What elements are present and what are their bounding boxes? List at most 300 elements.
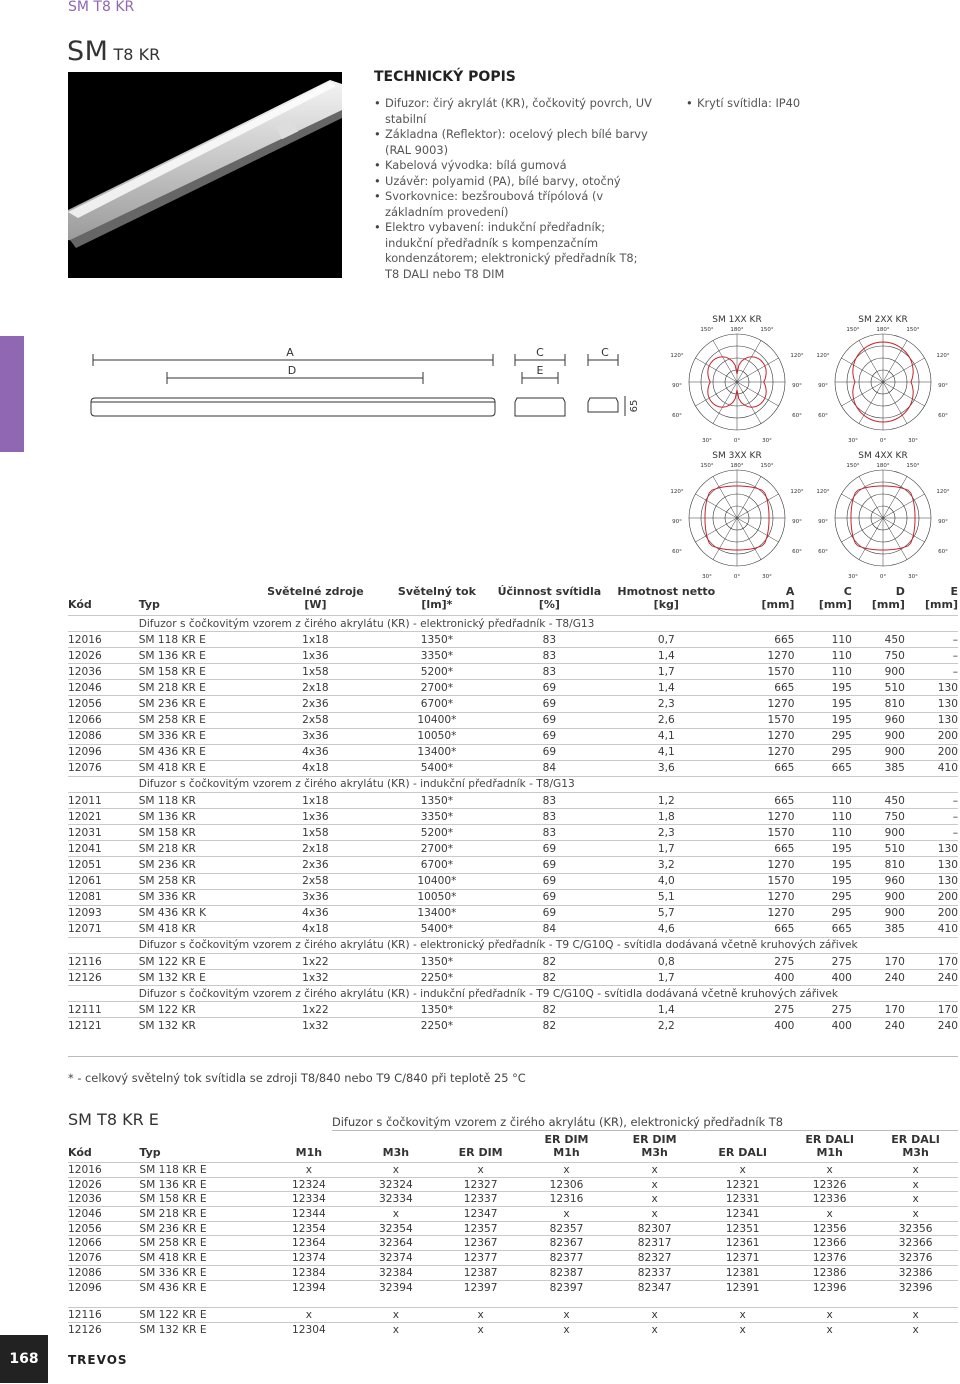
- table-cell: 5400*: [382, 760, 492, 776]
- variant-col: [264, 1133, 353, 1163]
- side-tab: [0, 336, 24, 452]
- variant-cell: x: [523, 1322, 610, 1337]
- col-tok-unit: [lm]*: [421, 598, 453, 611]
- variant-rule: [332, 1130, 958, 1131]
- table-cell: 4,6: [607, 921, 726, 937]
- variant-row: [68, 1265, 958, 1280]
- polar-spoke: [883, 476, 907, 518]
- table-cell: 130: [905, 712, 958, 728]
- table-cell: 130: [905, 873, 958, 889]
- variant-cell: SM 236 KR E: [139, 1221, 264, 1236]
- table-cell: SM 132 KR E: [139, 970, 249, 986]
- table-cell: 10050*: [382, 728, 492, 744]
- variant-col-label: ER DALI: [718, 1146, 767, 1159]
- col-d: [852, 585, 905, 616]
- table-cell: 12126: [68, 970, 139, 986]
- polar-label: 30°: [908, 574, 918, 578]
- variant-cell: SM 132 KR E: [139, 1322, 264, 1337]
- dim-c2: C: [601, 346, 609, 359]
- variant-cell: 12377: [438, 1251, 523, 1266]
- table-cell: 12016: [68, 632, 139, 648]
- table-row: [68, 889, 958, 905]
- polar-label: 90°: [672, 383, 682, 389]
- table-cell: 69: [492, 873, 607, 889]
- feature-item: • Kabelová vývodka: bílá gumová: [374, 158, 654, 174]
- title-sub: T8 KR: [113, 45, 161, 64]
- variant-cell: 32386: [873, 1265, 958, 1280]
- table-cell: 170: [905, 953, 958, 969]
- polar-label: 0°: [879, 438, 887, 444]
- table-cell: 410: [905, 921, 958, 937]
- table-cell: SM 436 KR E: [139, 744, 249, 760]
- table-cell: 2250*: [382, 1018, 492, 1034]
- variant-col-label: M3h: [382, 1146, 410, 1159]
- table-cell: 195: [794, 680, 851, 696]
- polar-label: 30°: [848, 438, 858, 444]
- table-cell: 2x58: [249, 712, 382, 728]
- polar-spoke: [713, 518, 737, 560]
- table-cell: SM 136 KR: [139, 809, 249, 825]
- variant-cell: 12387: [438, 1265, 523, 1280]
- polar-label: 0°: [879, 574, 887, 578]
- table-cell: 83: [492, 648, 607, 664]
- table-cell: 0,7: [607, 632, 726, 648]
- table-cell: 82: [492, 970, 607, 986]
- polar-spoke: [883, 340, 907, 382]
- feature-list-2: [686, 96, 800, 112]
- table-cell: 12051: [68, 857, 139, 873]
- polar-spoke: [737, 340, 761, 382]
- table-cell: 110: [794, 793, 851, 809]
- table-cell: SM 158 KR E: [139, 664, 249, 680]
- polar-label: 60°: [792, 413, 802, 419]
- table-cell: 69: [492, 712, 607, 728]
- variant-col-label: ER DIM: [458, 1146, 503, 1159]
- table-row: [68, 696, 958, 712]
- variant-cell: 12394: [264, 1280, 353, 1295]
- table-row: [68, 970, 958, 986]
- polar-label: 30°: [848, 574, 858, 578]
- table-cell: 410: [905, 760, 958, 776]
- table-cell: 665: [794, 921, 851, 937]
- variant-col-label: ER DALI: [805, 1133, 854, 1146]
- table-cell: 69: [492, 841, 607, 857]
- variant-cell: 12116: [68, 1308, 139, 1323]
- table-cell: 110: [794, 664, 851, 680]
- table-cell: 2,2: [607, 1018, 726, 1034]
- variant-cell: 12351: [699, 1221, 786, 1236]
- group-spacer: [68, 937, 139, 953]
- technical-heading: TECHNICKÝ POPIS: [374, 69, 516, 85]
- table-row: [68, 760, 958, 776]
- polar-title: SM 4XX KR: [858, 451, 908, 461]
- table-cell: 900: [852, 825, 905, 841]
- variant-cell: 12336: [786, 1192, 873, 1207]
- variant-cell: 32394: [354, 1280, 439, 1295]
- variant-title: SM T8 KR E: [68, 1110, 159, 1129]
- col-zdroje-label: Světelné zdroje: [267, 585, 364, 598]
- table-cell: 2,3: [607, 696, 726, 712]
- polar-label: 120°: [790, 489, 804, 495]
- variant-description: Difuzor s čočkovitým vzorem z čirého akrylátu (KR), elektronický předřadník T8: [332, 1115, 783, 1129]
- polar-label: 60°: [792, 549, 802, 555]
- table-cell: 900: [852, 664, 905, 680]
- table-cell: 69: [492, 857, 607, 873]
- variant-cell: x: [438, 1163, 523, 1178]
- feature-item: • Uzávěr: polyamid (PA), bílé barvy, otočný: [374, 174, 654, 190]
- variant-col: [610, 1133, 699, 1163]
- polar-spoke: [695, 382, 737, 406]
- table-cell: 195: [794, 857, 851, 873]
- table-row: [68, 632, 958, 648]
- polar-label: 180°: [730, 327, 744, 333]
- polar-spoke: [859, 382, 883, 424]
- polar-spoke: [841, 518, 883, 542]
- table-row: [68, 680, 958, 696]
- variant-gap-cell: [68, 1295, 958, 1308]
- table-cell: 200: [905, 728, 958, 744]
- variant-cell: 12321: [699, 1177, 786, 1192]
- table-cell: 4x36: [249, 744, 382, 760]
- variant-cell: x: [354, 1308, 439, 1323]
- variant-cell: x: [438, 1322, 523, 1337]
- table-row: [68, 809, 958, 825]
- variant-cell: x: [786, 1163, 873, 1178]
- table-cell: 200: [905, 889, 958, 905]
- table-cell: SM 336 KR E: [139, 728, 249, 744]
- group-spacer: [68, 616, 139, 632]
- polar-label: 90°: [938, 383, 948, 389]
- table-cell: 4x18: [249, 760, 382, 776]
- col-c-unit: [mm]: [818, 598, 852, 611]
- dim-a: A: [286, 346, 294, 359]
- table-cell: 2x58: [249, 873, 382, 889]
- table-cell: 1x22: [249, 1002, 382, 1018]
- col-e: [905, 585, 958, 616]
- table-cell: 1,4: [607, 1002, 726, 1018]
- table-cell: SM 418 KR E: [139, 760, 249, 776]
- table-cell: 2700*: [382, 680, 492, 696]
- variant-col: [438, 1133, 523, 1163]
- table-cell: 12031: [68, 825, 139, 841]
- variant-col-label: Typ: [139, 1146, 161, 1159]
- table-cell: 2x18: [249, 680, 382, 696]
- table-cell: 1x36: [249, 809, 382, 825]
- variant-cell: 12126: [68, 1322, 139, 1337]
- page-number: 168: [0, 1335, 48, 1383]
- variant-cell: 82377: [523, 1251, 610, 1266]
- variant-cell: SM 136 KR E: [139, 1177, 264, 1192]
- table-cell: 2700*: [382, 841, 492, 857]
- table-cell: 385: [852, 921, 905, 937]
- table-cell: SM 258 KR E: [139, 712, 249, 728]
- polar-spoke: [883, 382, 925, 406]
- feature-item: • Elektro vybavení: indukční předřadník; indukční předřadník s kompenzačním kondenzátorem; elektronický předřadník T8; T8 DALI nebo T8 DIM: [374, 220, 654, 282]
- variant-cell: x: [610, 1192, 699, 1207]
- polar-spoke: [859, 476, 883, 518]
- variant-cell: 12337: [438, 1192, 523, 1207]
- table-cell: 12036: [68, 664, 139, 680]
- variant-cell: 82367: [523, 1236, 610, 1251]
- table-cell: SM 258 KR: [139, 873, 249, 889]
- table-cell: 1,4: [607, 680, 726, 696]
- feature-item: • Základna (Reflektor): ocelový plech bílé barvy (RAL 9003): [374, 127, 654, 158]
- variant-cell: SM 336 KR E: [139, 1265, 264, 1280]
- table-cell: 295: [794, 728, 851, 744]
- table-cell: –: [905, 664, 958, 680]
- variant-row: [68, 1236, 958, 1251]
- polar-title: SM 1XX KR: [712, 315, 762, 325]
- table-cell: 510: [852, 680, 905, 696]
- table-cell: 665: [726, 680, 794, 696]
- table-cell: 1570: [726, 873, 794, 889]
- variant-cell: 12096: [68, 1280, 139, 1295]
- polar-spoke: [841, 358, 883, 382]
- feature-item: • Difuzor: čirý akrylát (KR), čočkovitý povrch, UV stabilní: [374, 96, 654, 127]
- polar-spoke: [883, 518, 925, 542]
- polar-label: 90°: [818, 383, 828, 389]
- table-cell: 69: [492, 744, 607, 760]
- variant-cell: 12016: [68, 1163, 139, 1178]
- table-cell: 1,7: [607, 970, 726, 986]
- col-c-label: C: [843, 585, 852, 598]
- table-cell: 84: [492, 760, 607, 776]
- variant-cell: 82357: [523, 1221, 610, 1236]
- table-cell: SM 218 KR: [139, 841, 249, 857]
- table-cell: 1270: [726, 744, 794, 760]
- table-cell: 130: [905, 841, 958, 857]
- table-cell: 750: [852, 648, 905, 664]
- variant-cell: 82317: [610, 1236, 699, 1251]
- polar-title: SM 2XX KR: [858, 315, 908, 325]
- variant-cell: 12361: [699, 1236, 786, 1251]
- variant-cell: x: [610, 1163, 699, 1178]
- variant-cell: 12374: [264, 1251, 353, 1266]
- col-typ: Typ: [138, 598, 160, 611]
- table-cell: 510: [852, 841, 905, 857]
- table-cell: 130: [905, 680, 958, 696]
- variant-cell: 12036: [68, 1192, 139, 1207]
- feature-item: • Krytí svítidla: IP40: [686, 96, 800, 112]
- table-cell: 1350*: [382, 793, 492, 809]
- polar-spoke: [883, 358, 925, 382]
- table-cell: 110: [794, 648, 851, 664]
- variant-cell: 12376: [786, 1251, 873, 1266]
- variant-cell: x: [873, 1163, 958, 1178]
- table-cell: 4,0: [607, 873, 726, 889]
- polar-spoke: [859, 340, 883, 382]
- table-row: [68, 712, 958, 728]
- table-cell: 5400*: [382, 921, 492, 937]
- table-end-rule: [68, 1056, 958, 1057]
- polar-label: 60°: [818, 413, 828, 419]
- col-hmotnost: [607, 585, 726, 616]
- variant-col: [523, 1133, 610, 1163]
- table-cell: 195: [794, 712, 851, 728]
- table-cell: 12096: [68, 744, 139, 760]
- product-table: [68, 585, 958, 1034]
- polar-label: 60°: [672, 413, 682, 419]
- variant-cell: 12066: [68, 1236, 139, 1251]
- table-cell: 10400*: [382, 873, 492, 889]
- polar-label: 30°: [702, 438, 712, 444]
- polar-spoke: [841, 382, 883, 406]
- variant-col: [873, 1133, 958, 1163]
- table-cell: 3,2: [607, 857, 726, 873]
- table-cell: 5,7: [607, 905, 726, 921]
- title-main: SM: [67, 36, 109, 67]
- table-cell: 240: [852, 1018, 905, 1034]
- variant-cell: x: [699, 1163, 786, 1178]
- table-cell: 12011: [68, 793, 139, 809]
- table-cell: 1x32: [249, 1018, 382, 1034]
- polar-label: 30°: [762, 574, 772, 578]
- variant-col-label: ER DIM: [544, 1133, 589, 1146]
- table-cell: SM 236 KR E: [139, 696, 249, 712]
- variant-cell: 32334: [354, 1192, 439, 1207]
- polar-label: 150°: [906, 327, 920, 333]
- table-cell: –: [905, 793, 958, 809]
- variant-cell: x: [786, 1207, 873, 1222]
- variant-cell: 12341: [699, 1207, 786, 1222]
- variant-cell: 12076: [68, 1251, 139, 1266]
- variant-row: [68, 1192, 958, 1207]
- table-cell: 275: [794, 1002, 851, 1018]
- table-cell: 960: [852, 873, 905, 889]
- polar-label: 120°: [936, 353, 950, 359]
- table-cell: 240: [852, 970, 905, 986]
- table-cell: 240: [905, 1018, 958, 1034]
- table-cell: 12041: [68, 841, 139, 857]
- table-cell: 170: [905, 1002, 958, 1018]
- polar-label: 180°: [876, 327, 890, 333]
- table-cell: 665: [726, 760, 794, 776]
- table-cell: 1x36: [249, 648, 382, 664]
- variant-cell: 82387: [523, 1265, 610, 1280]
- polar-spoke: [737, 494, 779, 518]
- variant-cell: 12384: [264, 1265, 353, 1280]
- variant-col-sub: M1h: [816, 1146, 843, 1159]
- polar-spoke: [737, 382, 761, 424]
- variant-cell: 12344: [264, 1207, 353, 1222]
- table-cell: 1270: [726, 857, 794, 873]
- group-row: [68, 937, 958, 953]
- variant-col-label: M1h: [295, 1146, 323, 1159]
- variant-cell: 32364: [354, 1236, 439, 1251]
- col-a: [726, 585, 794, 616]
- table-cell: 5200*: [382, 664, 492, 680]
- table-cell: 12046: [68, 680, 139, 696]
- table-cell: SM 122 KR: [139, 1002, 249, 1018]
- variant-cell: x: [610, 1177, 699, 1192]
- table-cell: 83: [492, 793, 607, 809]
- variant-cell: x: [873, 1192, 958, 1207]
- variant-cell: 12396: [786, 1280, 873, 1295]
- table-row: [68, 744, 958, 760]
- polar-diagram: [816, 451, 949, 578]
- table-cell: 1270: [726, 648, 794, 664]
- table-cell: 750: [852, 809, 905, 825]
- table-cell: SM 436 KR K: [139, 905, 249, 921]
- variant-cell: 12304: [264, 1322, 353, 1337]
- footnote: * - celkový světelný tok svítidla se zdroji T8/840 nebo T9 C/840 při teplotě 25 °C: [68, 1071, 526, 1085]
- table-cell: 130: [905, 696, 958, 712]
- col-tok: [382, 585, 492, 616]
- variant-cell: x: [873, 1322, 958, 1337]
- table-cell: 5,1: [607, 889, 726, 905]
- variant-cell: x: [699, 1308, 786, 1323]
- polar-spoke: [737, 518, 779, 542]
- table-cell: 12086: [68, 728, 139, 744]
- variant-cell: x: [354, 1322, 439, 1337]
- table-cell: 1x22: [249, 953, 382, 969]
- variant-cell: 12056: [68, 1221, 139, 1236]
- polar-label: 90°: [938, 519, 948, 525]
- group-spacer: [68, 986, 139, 1002]
- polar-label: 120°: [816, 489, 830, 495]
- variant-col-sub: M3h: [641, 1146, 668, 1159]
- table-cell: 69: [492, 889, 607, 905]
- variant-table: [68, 1133, 958, 1337]
- variant-cell: 32396: [873, 1280, 958, 1295]
- table-cell: 195: [794, 696, 851, 712]
- variant-row: [68, 1221, 958, 1236]
- table-cell: 4,1: [607, 744, 726, 760]
- variant-cell: 12397: [438, 1280, 523, 1295]
- variant-cell: 12046: [68, 1207, 139, 1222]
- variant-cell: 12306: [523, 1177, 610, 1192]
- table-row: [68, 873, 958, 889]
- polar-spoke: [713, 340, 737, 382]
- polar-label: 90°: [792, 519, 802, 525]
- table-cell: 82: [492, 1018, 607, 1034]
- table-row: [68, 648, 958, 664]
- polar-label: 150°: [700, 463, 714, 469]
- group-row: [68, 616, 958, 632]
- table-cell: 12061: [68, 873, 139, 889]
- group-row: [68, 986, 958, 1002]
- variant-cell: x: [354, 1207, 439, 1222]
- table-cell: 12056: [68, 696, 139, 712]
- table-cell: 12076: [68, 760, 139, 776]
- table-cell: 200: [905, 905, 958, 921]
- table-cell: 69: [492, 905, 607, 921]
- table-cell: 3x36: [249, 889, 382, 905]
- table-row: [68, 1002, 958, 1018]
- col-ucinnost-label: Účinnost svítidla: [497, 585, 602, 598]
- table-cell: 2,3: [607, 825, 726, 841]
- table-cell: 1x58: [249, 825, 382, 841]
- variant-cell: 12367: [438, 1236, 523, 1251]
- variant-row: [68, 1163, 958, 1178]
- table-cell: 2,6: [607, 712, 726, 728]
- table-row: [68, 921, 958, 937]
- variant-row: [68, 1322, 958, 1337]
- variant-cell: x: [873, 1207, 958, 1222]
- variant-cell: 12316: [523, 1192, 610, 1207]
- col-zdroje: [249, 585, 382, 616]
- variant-cell: x: [610, 1308, 699, 1323]
- polar-diagram: [816, 315, 949, 444]
- polar-label: 30°: [908, 438, 918, 444]
- table-cell: 295: [794, 905, 851, 921]
- table-cell: 400: [794, 1018, 851, 1034]
- table-cell: 1570: [726, 825, 794, 841]
- table-cell: 82: [492, 953, 607, 969]
- table-cell: 900: [852, 905, 905, 921]
- variant-cell: x: [523, 1308, 610, 1323]
- table-cell: 1270: [726, 696, 794, 712]
